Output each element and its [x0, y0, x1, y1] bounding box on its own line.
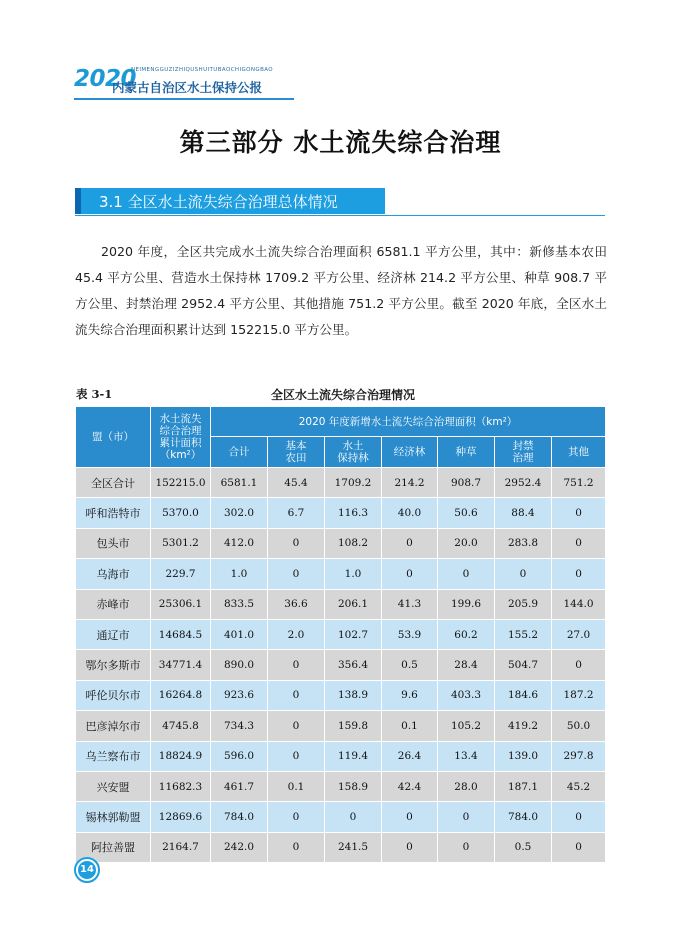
- table-label: 表 3-1: [76, 387, 113, 401]
- value-cell: 2164.7: [151, 832, 211, 862]
- value-cell: 34771.4: [151, 650, 211, 680]
- value-cell: 401.0: [211, 619, 268, 649]
- value-cell: 16264.8: [151, 680, 211, 710]
- value-cell: 751.2: [552, 468, 606, 498]
- header-region: 盟（市）: [76, 407, 151, 468]
- value-cell: 139.0: [495, 741, 552, 771]
- header-pinyin: NEIMENGGUZIZHIQUSHUITUBAOCHIGONGBAO: [131, 67, 274, 73]
- value-cell: 0: [268, 802, 325, 832]
- value-cell: 0: [438, 802, 495, 832]
- value-cell: 14684.5: [151, 619, 211, 649]
- table-row: [76, 832, 606, 862]
- value-cell: 1709.2: [325, 468, 382, 498]
- page-number-badge: [74, 857, 100, 883]
- header-divider: [74, 98, 294, 100]
- value-cell: 18824.9: [151, 741, 211, 771]
- value-cell: 13.4: [438, 741, 495, 771]
- table-caption: 全区水土流失综合治理情况: [270, 388, 415, 402]
- value-cell: 0.1: [268, 771, 325, 801]
- value-cell: 60.2: [438, 619, 495, 649]
- value-cell: 784.0: [211, 802, 268, 832]
- table-row: [76, 498, 606, 528]
- value-cell: 50.0: [552, 711, 606, 741]
- header-cumulative-line: （km²）: [159, 449, 202, 461]
- value-cell: 105.2: [438, 711, 495, 741]
- value-cell: 419.2: [495, 711, 552, 741]
- value-cell: 242.0: [211, 832, 268, 862]
- value-cell: 12869.6: [151, 802, 211, 832]
- region-name-cell: 锡林郭勒盟: [76, 802, 151, 832]
- value-cell: 119.4: [325, 741, 382, 771]
- region-name-cell: 阿拉善盟: [76, 832, 151, 862]
- value-cell: 36.6: [268, 589, 325, 619]
- value-cell: 6.7: [268, 498, 325, 528]
- value-cell: 0: [552, 802, 606, 832]
- value-cell: 0: [382, 802, 438, 832]
- table-row: [76, 680, 606, 710]
- header-group: 2020 年度新增水土流失综合治理面积（km²）: [211, 407, 606, 437]
- body-paragraph: [75, 239, 607, 343]
- value-cell: 0: [552, 528, 606, 558]
- value-cell: 734.3: [211, 711, 268, 741]
- value-cell: 41.3: [382, 589, 438, 619]
- value-cell: 461.7: [211, 771, 268, 801]
- region-name-cell: 全区合计: [76, 468, 151, 498]
- value-cell: 0: [438, 832, 495, 862]
- governance-table: [75, 406, 606, 863]
- value-cell: 596.0: [211, 741, 268, 771]
- value-cell: 214.2: [382, 468, 438, 498]
- value-cell: 0.5: [495, 832, 552, 862]
- value-cell: 504.7: [495, 650, 552, 680]
- paragraph-text: 2020 年度，全区共完成水土流失综合治理面积 6581.1 平方公里，其中：新修基本农田 45.4 平方公里、营造水土保持林 1709.2 平方公里、经济林 214.2 平方公里、种草 908.7 平方公里、封禁治理 2952.4 平方公里、其他措施 751.2 平方公里。截至 2020 年底，全区水土流失综合治理面积累计达到 152215.0 平方公里。: [75, 244, 607, 337]
- region-name-cell: 赤峰市: [76, 589, 151, 619]
- value-cell: 0.1: [382, 711, 438, 741]
- region-name-cell: 鄂尔多斯市: [76, 650, 151, 680]
- value-cell: 0: [552, 832, 606, 862]
- value-cell: 0: [552, 650, 606, 680]
- value-cell: 205.9: [495, 589, 552, 619]
- value-cell: 0: [268, 650, 325, 680]
- value-cell: 5301.2: [151, 528, 211, 558]
- table-row: [76, 771, 606, 801]
- value-cell: 45.4: [268, 468, 325, 498]
- value-cell: 20.0: [438, 528, 495, 558]
- section-heading: [75, 188, 385, 214]
- table-row: [76, 741, 606, 771]
- value-cell: 184.6: [495, 680, 552, 710]
- value-cell: 5370.0: [151, 498, 211, 528]
- value-cell: 6581.1: [211, 468, 268, 498]
- value-cell: 2952.4: [495, 468, 552, 498]
- value-cell: 784.0: [495, 802, 552, 832]
- value-cell: 0: [382, 559, 438, 589]
- value-cell: 152215.0: [151, 468, 211, 498]
- value-cell: 0.5: [382, 650, 438, 680]
- region-name-cell: 通辽市: [76, 619, 151, 649]
- subheader-cell: 封禁 治理: [495, 437, 552, 468]
- value-cell: 199.6: [438, 589, 495, 619]
- value-cell: 155.2: [495, 619, 552, 649]
- value-cell: 0: [552, 559, 606, 589]
- value-cell: 1.0: [211, 559, 268, 589]
- table-row: [76, 802, 606, 832]
- region-name-cell: 乌兰察布市: [76, 741, 151, 771]
- value-cell: 890.0: [211, 650, 268, 680]
- value-cell: 28.4: [438, 650, 495, 680]
- region-name-cell: 乌海市: [76, 559, 151, 589]
- value-cell: 0: [268, 711, 325, 741]
- region-name-cell: 呼伦贝尔市: [76, 680, 151, 710]
- value-cell: 283.8: [495, 528, 552, 558]
- report-header: [74, 66, 294, 100]
- value-cell: 88.4: [495, 498, 552, 528]
- value-cell: 0: [268, 741, 325, 771]
- page-number: 14: [78, 861, 96, 879]
- header-cumulative: [151, 407, 211, 468]
- value-cell: 116.3: [325, 498, 382, 528]
- subheader-cell: 基本 农田: [268, 437, 325, 468]
- subheader-cell: 合计: [211, 437, 268, 468]
- value-cell: 0: [438, 559, 495, 589]
- value-cell: 356.4: [325, 650, 382, 680]
- value-cell: 1.0: [325, 559, 382, 589]
- value-cell: 833.5: [211, 589, 268, 619]
- section-title: 3.1 全区水土流失综合治理总体情况: [99, 193, 338, 211]
- value-cell: 206.1: [325, 589, 382, 619]
- value-cell: 27.0: [552, 619, 606, 649]
- table-row: [76, 589, 606, 619]
- value-cell: 50.6: [438, 498, 495, 528]
- value-cell: 412.0: [211, 528, 268, 558]
- table-row: [76, 528, 606, 558]
- value-cell: 0: [325, 802, 382, 832]
- value-cell: 102.7: [325, 619, 382, 649]
- value-cell: 187.2: [552, 680, 606, 710]
- value-cell: 0: [268, 680, 325, 710]
- value-cell: 302.0: [211, 498, 268, 528]
- region-name-cell: 呼和浩特市: [76, 498, 151, 528]
- subheader-cell: 经济林: [382, 437, 438, 468]
- value-cell: 923.6: [211, 680, 268, 710]
- value-cell: 26.4: [382, 741, 438, 771]
- value-cell: 0: [268, 832, 325, 862]
- value-cell: 0: [552, 498, 606, 528]
- value-cell: 2.0: [268, 619, 325, 649]
- value-cell: 45.2: [552, 771, 606, 801]
- table-row: [76, 650, 606, 680]
- value-cell: 403.3: [438, 680, 495, 710]
- value-cell: 241.5: [325, 832, 382, 862]
- subheader-cell: 其他: [552, 437, 606, 468]
- subheader-cell: 种草: [438, 437, 495, 468]
- part-title: 第三部分 水土流失综合治理: [179, 128, 502, 157]
- table-row: [76, 619, 606, 649]
- value-cell: 11682.3: [151, 771, 211, 801]
- value-cell: 9.6: [382, 680, 438, 710]
- value-cell: 187.1: [495, 771, 552, 801]
- header-cumulative-line: 综合治理: [159, 425, 202, 437]
- region-name-cell: 兴安盟: [76, 771, 151, 801]
- value-cell: 0: [495, 559, 552, 589]
- region-name-cell: 包头市: [76, 528, 151, 558]
- value-cell: 0: [382, 528, 438, 558]
- value-cell: 138.9: [325, 680, 382, 710]
- table-row: [76, 559, 606, 589]
- value-cell: 0: [382, 832, 438, 862]
- header-title: 内蒙古自治区水土保持公报: [112, 80, 263, 95]
- value-cell: 158.9: [325, 771, 382, 801]
- value-cell: 229.7: [151, 559, 211, 589]
- value-cell: 144.0: [552, 589, 606, 619]
- table-row: [76, 468, 606, 498]
- header-cumulative-line: 累计面积: [159, 437, 202, 449]
- value-cell: 53.9: [382, 619, 438, 649]
- header-cumulative-line: 水土流失: [159, 413, 202, 425]
- section-underline: [75, 215, 605, 216]
- region-name-cell: 巴彦淖尔市: [76, 711, 151, 741]
- table-row: [76, 711, 606, 741]
- value-cell: 108.2: [325, 528, 382, 558]
- value-cell: 40.0: [382, 498, 438, 528]
- value-cell: 4745.8: [151, 711, 211, 741]
- value-cell: 0: [268, 559, 325, 589]
- header-year: 2020: [74, 66, 137, 92]
- value-cell: 28.0: [438, 771, 495, 801]
- value-cell: 297.8: [552, 741, 606, 771]
- value-cell: 25306.1: [151, 589, 211, 619]
- subheader-cell: 水土 保持林: [325, 437, 382, 468]
- value-cell: 159.8: [325, 711, 382, 741]
- value-cell: 0: [268, 528, 325, 558]
- value-cell: 908.7: [438, 468, 495, 498]
- value-cell: 42.4: [382, 771, 438, 801]
